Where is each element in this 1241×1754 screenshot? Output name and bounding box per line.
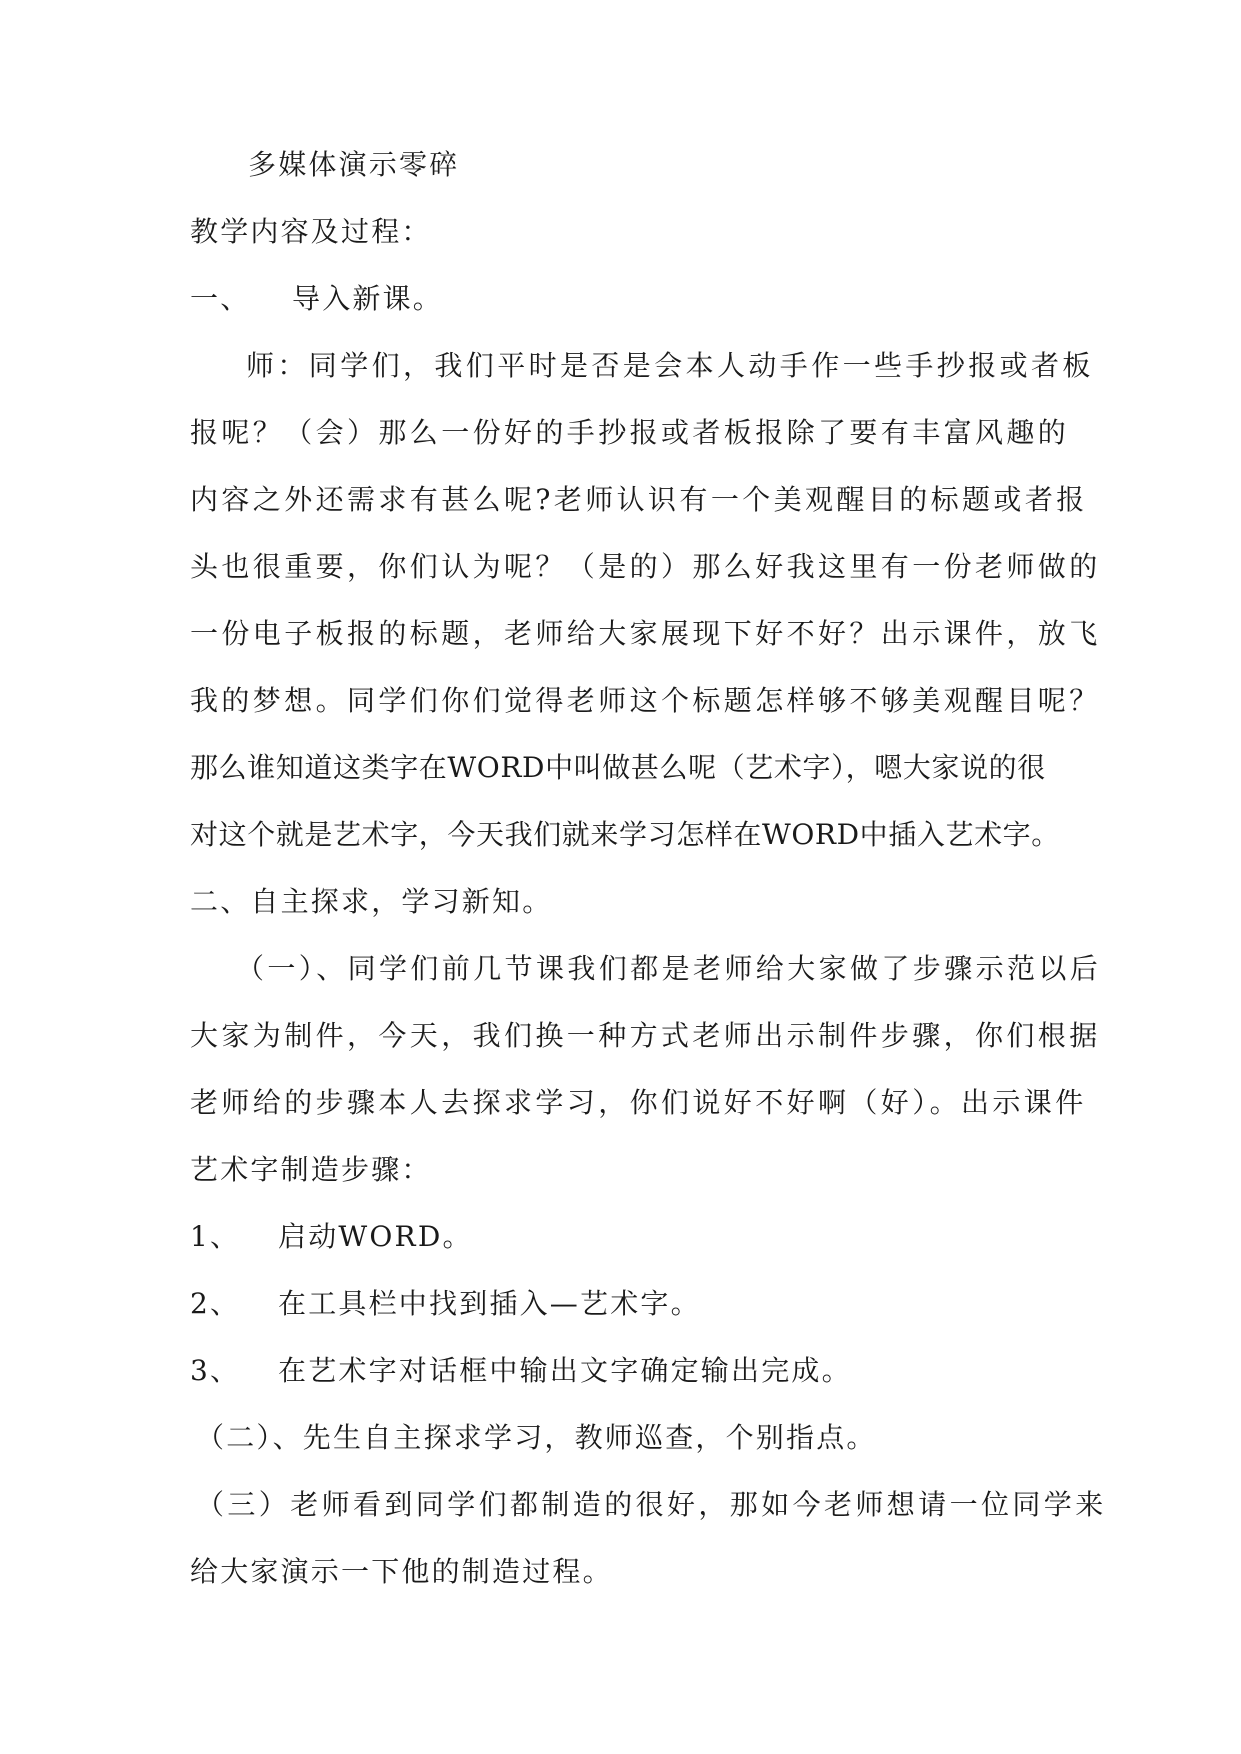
section-heading-2: 二、自主探求，学习新知。	[190, 885, 553, 918]
step-text: 在艺术字对话框中输出文字确定输出完成。	[278, 1354, 852, 1387]
section-text: 导入新课。	[292, 282, 444, 315]
step-number: 1、	[190, 1220, 241, 1253]
paragraph-line: 一份电子板报的标题，老师给大家展现下好不好？出示课件，放飞	[190, 617, 1101, 650]
step-text: 在工具栏中找到插入—艺术字。	[278, 1287, 701, 1320]
paragraph-line: （一）、同学们前几节课我们都是老师给大家做了步骤示范以后	[236, 952, 1102, 985]
paragraph-line: 我的梦想。同学们你们觉得老师这个标题怎样够不够美观醒目呢？	[190, 684, 1101, 717]
paragraph-line: （二）、先生自主探求学习，教师巡查，个别指点。	[196, 1421, 877, 1454]
paragraph-line: 那么谁知道这类字在WORD中叫做甚么呢（艺术字），嗯大家说的很	[190, 751, 1046, 784]
paragraph-line: 头也很重要，你们认为呢？（是的）那么好我这里有一份老师做的	[190, 550, 1101, 583]
document-title: 多媒体演示零碎	[248, 148, 460, 181]
section-number: 一、	[190, 282, 251, 315]
paragraph-line: 师：同学们，我们平时是否是会本人动手作一些手抄报或者板	[246, 349, 1094, 382]
step-text: 启动WORD。	[278, 1220, 473, 1253]
step-number: 2、	[190, 1287, 241, 1320]
paragraph-line: 给大家演示一下他的制造过程。	[190, 1555, 613, 1588]
paragraph-line: 对这个就是艺术字，今天我们就来学习怎样在WORD中插入艺术字。	[190, 818, 1060, 851]
step-number: 3、	[190, 1354, 241, 1387]
paragraph-line: 大家为制件，今天，我们换一种方式老师出示制件步骤，你们根据	[190, 1019, 1101, 1052]
paragraph-line: 老师给的步骤本人去探求学习，你们说好不好啊（好）。出示课件	[190, 1086, 1087, 1119]
paragraph-line: 内容之外还需求有甚么呢?老师认识有一个美观醒目的标题或者报	[190, 483, 1088, 516]
paragraph-line: 报呢？（会）那么一份好的手抄报或者板报除了要有丰富风趣的	[190, 416, 1070, 449]
paragraph-line: 艺术字制造步骤：	[190, 1153, 432, 1186]
document-subtitle: 教学内容及过程：	[190, 215, 432, 248]
paragraph-line: （三）老师看到同学们都制造的很好，那如今老师想请一位同学来	[196, 1488, 1107, 1521]
